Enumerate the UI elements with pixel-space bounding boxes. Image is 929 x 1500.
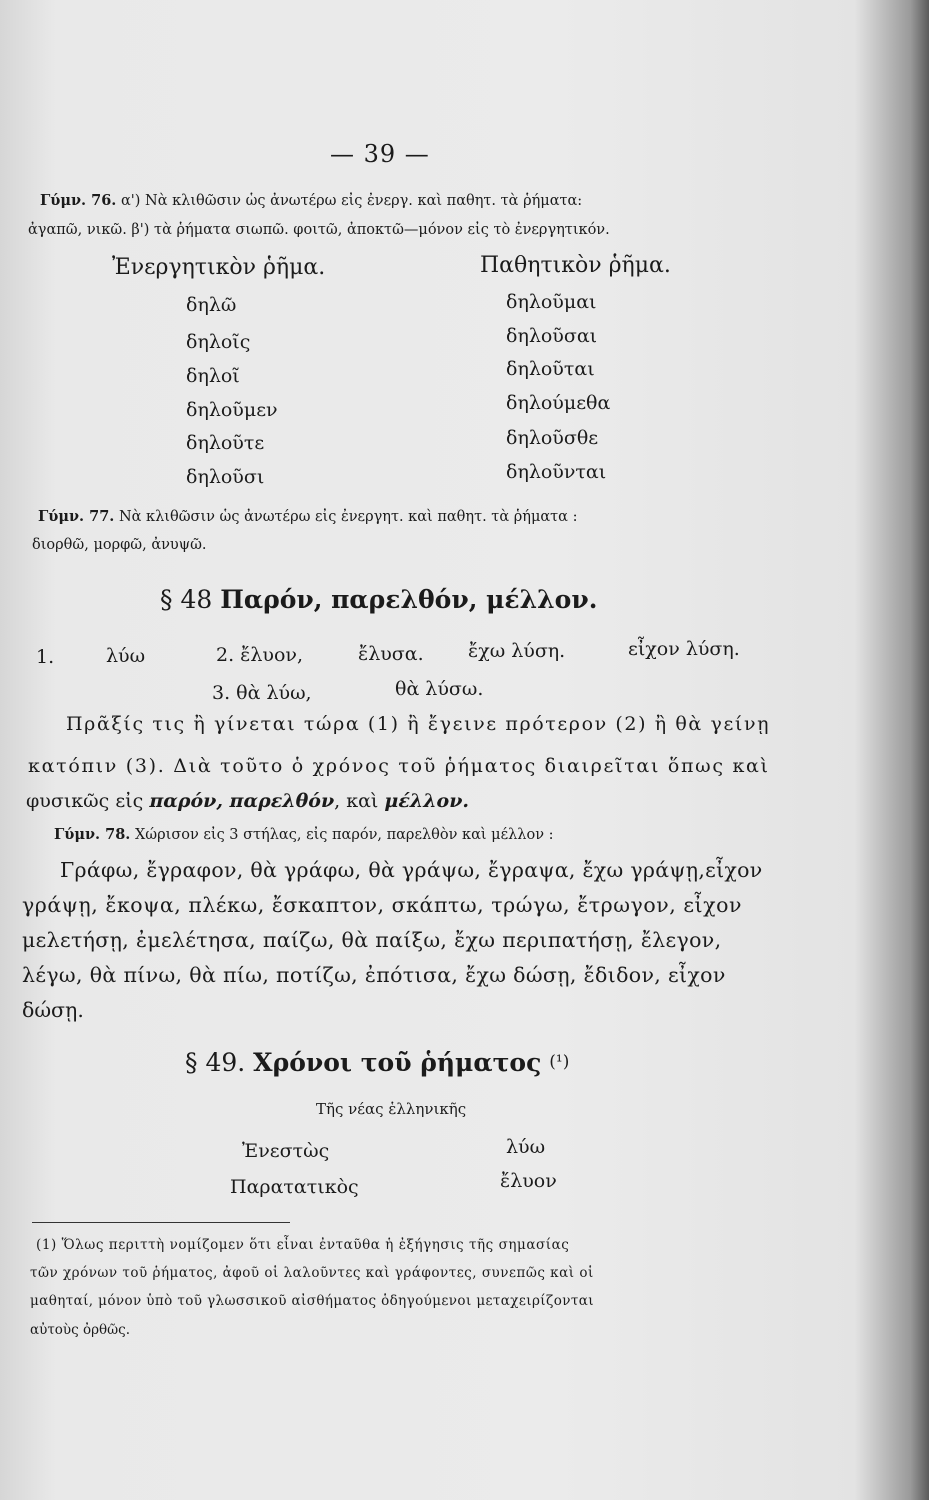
exercise-76-label: Γύμν. 76. — [40, 192, 117, 209]
passive-form: δηλοῦσθε — [506, 427, 599, 449]
passive-form: δηλούμεθα — [506, 392, 611, 414]
paragraph-48-line3 — [26, 790, 469, 812]
footnote-line: αὐτοὺς ὀρθῶς. — [30, 1322, 131, 1338]
active-form: δηλοῦσι — [186, 466, 265, 488]
section-49-number: § 49. — [185, 1048, 246, 1077]
exercise-76-line1 — [40, 192, 582, 209]
active-form: δηλοῦτε — [186, 432, 265, 454]
table-49-caption: Τῆς νέας ἑλληνικῆς — [316, 1100, 467, 1118]
exercise-78-text: Χώρισον εἰς 3 στήλας, εἰς παρόν, παρελθὸν καὶ μέλλον : — [134, 827, 554, 843]
passive-form: δηλοῦται — [506, 358, 595, 380]
section-48-number: § 48 — [160, 585, 213, 614]
example-echo-lysi: ἔχω λύση. — [468, 640, 566, 662]
exercise-78-body: γράψῃ, ἔκοψα, πλέκω, ἔσκαπτον, σκάπτω, τρώγω, ἔτρωγον, εἶχον — [22, 893, 742, 917]
section-49-heading — [185, 1048, 569, 1077]
paragraph-48-text: φυσικῶς εἰς — [26, 790, 144, 812]
section-48-title: Παρόν, παρελθόν, μέλλον. — [220, 585, 598, 614]
paragraph-48-term-present-past: παρόν, παρελθόν — [149, 790, 335, 812]
exercise-77-line1 — [38, 508, 577, 525]
exercise-78-body: Γράφω, ἔγραφον, θὰ γράφω, θὰ γράψω, ἔγραψα, ἔχω γράψῃ,εἶχον — [60, 858, 763, 882]
footnote-separator — [32, 1222, 290, 1223]
section-49-note-ref: (¹) — [549, 1052, 570, 1072]
tense-form: λύω — [506, 1136, 546, 1158]
example-luo: λύω — [106, 645, 146, 667]
exercise-78-line1 — [54, 826, 554, 843]
active-form: δηλοῖς — [186, 331, 251, 353]
passive-form: δηλοῦσαι — [506, 325, 598, 347]
tense-name: Ἐνεστὼς — [242, 1140, 330, 1162]
footnote-line: τῶν χρόνων τοῦ ῥήματος, ἀφοῦ οἱ λαλοῦντες καὶ γράφοντες, συνεπῶς καὶ οἱ — [30, 1265, 594, 1281]
section-49-title: Χρόνοι τοῦ ῥήματος — [253, 1048, 542, 1077]
active-form: δηλῶ — [186, 294, 237, 316]
example-elysa: ἔλυσα. — [358, 643, 424, 665]
exercise-77-text: Νὰ κλιθῶσιν ὡς ἀνωτέρω εἰς ἐνεργητ. καὶ παθητ. τὰ ῥήματα : — [118, 509, 578, 525]
passive-header: Παθητικὸν ῥῆμα. — [480, 253, 671, 278]
active-header: Ἐνεργητικὸν ῥῆμα. — [112, 255, 326, 280]
passive-form: δηλοῦμαι — [506, 291, 597, 313]
section-48-heading — [160, 585, 597, 614]
paragraph-48-line1: Πρᾶξίς τις ἢ γίνεται τώρα (1) ἢ ἔγεινε πρότερον (2) ἢ θὰ γείνῃ — [66, 713, 771, 735]
page-number: — 39 — — [330, 140, 430, 168]
exercise-78-body: λέγω, θὰ πίνω, θὰ πίω, ποτίζω, ἐπότισα, ἔχω δώσῃ, ἔδιδον, εἶχον — [22, 963, 726, 987]
example-tha-lyso: θὰ λύσω. — [395, 678, 484, 700]
exercise-77-label: Γύμν. 77. — [38, 508, 115, 525]
active-form: δηλοῖ — [186, 365, 240, 387]
paragraph-48-conj: , καὶ — [334, 790, 379, 812]
exercise-77-line2: διορθῶ, μορφῶ, ἀνυψῶ. — [32, 537, 207, 553]
active-form: δηλοῦμεν — [186, 399, 278, 421]
passive-form: δηλοῦνται — [506, 461, 607, 483]
exercise-78-label: Γύμν. 78. — [54, 826, 131, 843]
exercise-76-line2: ἀγαπῶ, νικῶ. β') τὰ ῥήματα σιωπῶ. φοιτῶ, ἀποκτῶ—μόνον εἰς τὸ ἐνεργητικόν. — [28, 222, 610, 238]
paragraph-48-line2: κατόπιν (3). Διὰ τοῦτο ὁ χρόνος τοῦ ῥήματος διαιρεῖται ὅπως καὶ — [28, 755, 770, 777]
footnote-line: (1) Ὅλως περιττὴ νομίζομεν ὅτι εἶναι ἐνταῦθα ἡ ἐξήγησις τῆς σημασίας — [36, 1237, 570, 1253]
example-num-1: 1. — [36, 646, 55, 668]
tense-name: Παρατατικὸς — [230, 1176, 359, 1198]
example-tha-lyo: 3. θὰ λύω, — [212, 682, 312, 704]
exercise-78-body: μελετήσῃ, ἐμελέτησα, παίζω, θὰ παίξω, ἔχω περιπατήσῃ, ἔλεγον, — [22, 928, 722, 952]
exercise-76-text: α') Νὰ κλιθῶσιν ὡς ἀνωτέρω εἰς ἐνεργ. καὶ παθητ. τὰ ῥήματα: — [120, 193, 583, 209]
example-eichon-lysi: εἶχον λύση. — [628, 638, 740, 660]
tense-form: ἔλυον — [500, 1170, 557, 1192]
footnote-line: μαθηταί, μόνον ὑπὸ τοῦ γλωσσικοῦ αἰσθήματος ὁδηγούμενοι μεταχειρίζονται — [30, 1293, 594, 1309]
example-elyon: 2. ἔλυον, — [216, 644, 303, 666]
exercise-78-body: δώσῃ. — [22, 998, 84, 1022]
paragraph-48-term-future: μέλλον. — [384, 790, 469, 812]
